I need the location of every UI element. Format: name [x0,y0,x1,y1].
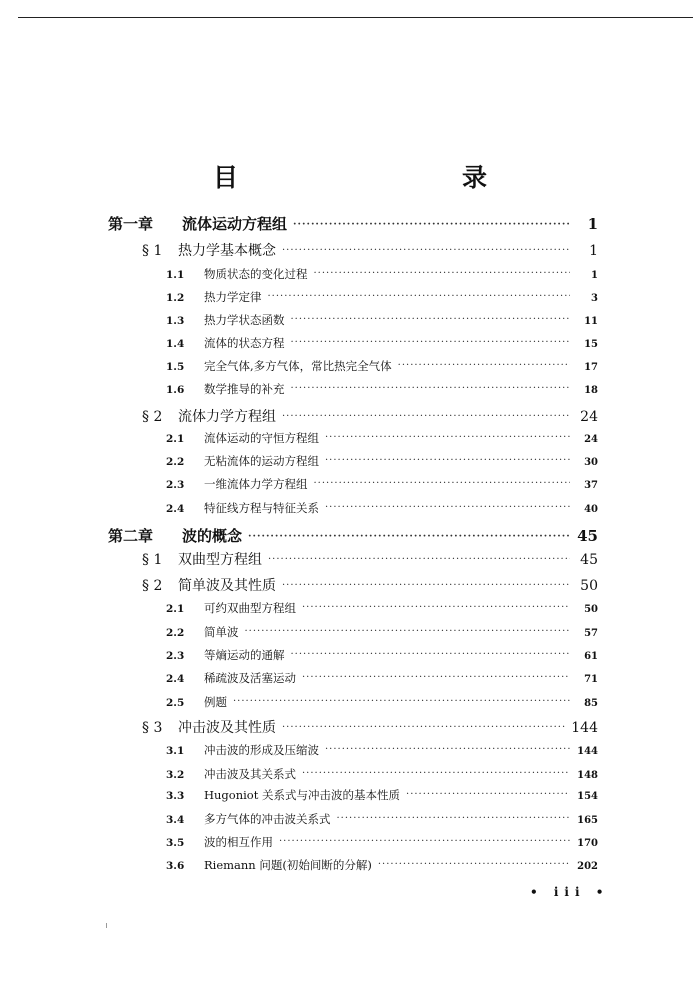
toc-entry-page: 1 [587,215,598,233]
toc-entry-number: § 3 [142,720,163,736]
dot-leader [233,696,570,707]
toc-entry-page: 148 [577,770,598,781]
toc-entry-title: 流体运动的守恒方程组 [204,431,319,445]
toc-entry-number: 2.4 [166,503,185,515]
toc-entry-page: 45 [580,552,598,568]
toc-entry-page: 144 [571,720,598,736]
page-title: 目 录 [212,163,545,192]
dot-leader [282,580,570,591]
page-number: • iii • [530,885,610,899]
toc-entry-sub[interactable] [166,500,598,516]
toc-entry-page: 85 [584,698,598,709]
dot-leader [314,268,571,279]
toc-entry-number: 3.3 [166,790,185,802]
toc-entry-title: 双曲型方程组 [178,552,262,568]
toc-entry-number: 1.5 [166,361,185,373]
toc-entry-sub[interactable] [166,787,598,803]
toc-entry-page: 24 [584,434,598,445]
toc-entry-number: 3.6 [166,860,185,872]
toc-entry-title: 冲击波的形成及压缩波 [204,743,319,757]
toc-entry-section[interactable] [142,549,598,569]
toc-entry-sub[interactable] [166,430,598,446]
dot-leader [248,531,570,542]
toc-entry-page: 1 [591,270,598,281]
toc-entry-sub[interactable] [166,766,598,782]
toc-entry-page: 3 [591,293,598,304]
toc-entry-title: 一维流体力学方程组 [204,477,308,491]
toc-entry-sub[interactable] [166,476,598,492]
toc-entry-page: 202 [577,861,598,872]
toc-entry-sub[interactable] [166,694,598,710]
dot-leader [325,502,570,513]
dot-leader [325,744,570,755]
toc-entry-page: 18 [584,385,598,396]
dot-leader [282,245,570,256]
toc-entry-page: 71 [584,674,598,685]
toc-entry-title: 特征线方程与特征关系 [204,501,319,515]
toc-entry-page: 1 [589,243,598,259]
toc-entry-number: 2.2 [166,456,185,468]
toc-entry-page: 50 [584,604,598,615]
dot-leader [282,411,570,422]
toc-entry-title: 完全气体,多方气体，常比热完全气体 [204,359,392,373]
toc-entry-number: 1.1 [166,269,185,281]
toc-entry-sub[interactable] [166,453,598,469]
toc-entry-number: 1.6 [166,384,185,396]
toc-entry-number: 3.4 [166,814,185,826]
dot-leader [268,291,571,302]
dot-leader [291,337,571,348]
toc-entry-page: 154 [577,791,598,802]
toc-entry-page: 45 [577,527,598,545]
toc-entry-number: 第一章 [108,215,154,233]
top-rule [18,17,693,18]
toc-entry-number: 2.4 [166,673,185,685]
toc-entry-title: 简单波及其性质 [178,578,276,594]
dot-leader [398,360,570,371]
toc-entry-sub[interactable] [166,266,598,282]
toc-entry-title: 等熵运动的通解 [204,648,285,662]
toc-entry-sub[interactable] [166,312,598,328]
toc-entry-title: Hugoniot 关系式与冲击波的基本性质 [204,788,401,802]
dot-leader [291,649,571,660]
toc-entry-sub[interactable] [166,670,598,686]
toc-entry-page: 57 [584,628,598,639]
toc-entry-page: 144 [577,746,598,757]
toc-entry-title: 流体的状态方程 [204,336,285,350]
toc-entry-title: 简单波 [204,625,239,639]
toc-entry-title: 可约双曲型方程组 [204,601,296,615]
toc-entry-number: 2.1 [166,603,185,615]
dot-leader [291,314,571,325]
toc-entry-sub[interactable] [166,742,598,758]
toc-entry-title: 冲击波及其性质 [178,720,276,736]
toc-entry-sub[interactable] [166,600,598,616]
dot-leader [302,768,570,779]
toc-entry-number: § 2 [142,578,163,594]
toc-entry-sub[interactable] [166,811,598,827]
toc-entry-chapter[interactable] [108,213,598,234]
toc-entry-number: 3.2 [166,769,185,781]
toc-entry-number: 2.3 [166,650,185,662]
dot-leader [293,219,570,230]
toc-entry-title: 波的相互作用 [204,835,273,849]
toc-entry-sub[interactable] [166,381,598,397]
toc-entry-number: 2.3 [166,479,185,491]
dot-leader [337,813,571,824]
toc-entry-sub[interactable] [166,289,598,305]
dot-leader [302,672,570,683]
toc-entry-number: 第二章 [108,527,154,545]
toc-entry-page: 24 [580,409,598,425]
toc-entry-number: 1.4 [166,338,185,350]
toc-entry-page: 165 [577,815,598,826]
toc-entry-title: 稀疏波及活塞运动 [204,671,296,685]
toc-entry-number: 2.5 [166,697,185,709]
toc-entry-sub[interactable] [166,857,598,873]
toc-entry-title: 物质状态的变化过程 [204,267,308,281]
toc-entry-page: 40 [584,504,598,515]
dot-leader [325,455,570,466]
toc-entry-number: 3.1 [166,745,185,757]
toc-entry-number: § 1 [142,552,163,568]
toc-entry-title: 无粘流体的运动方程组 [204,454,319,468]
toc-entry-title: 流体力学方程组 [178,409,276,425]
toc-entry-sub[interactable] [166,624,598,640]
toc-entry-title: Riemann 问题(初始间断的分解) [204,858,372,872]
dot-leader [291,383,571,394]
dot-leader [325,432,570,443]
toc-entry-title: 数学推导的补充 [204,382,285,396]
toc-entry-page: 50 [580,578,598,594]
dot-leader [282,722,565,733]
toc-entry-title: 流体运动方程组 [182,215,288,233]
toc-entry-number: 1.3 [166,315,185,327]
toc-entry-title: 冲击波及其关系式 [204,767,296,781]
toc-entry-title: 例题 [204,695,227,709]
toc-entry-page: 11 [584,316,598,327]
toc-entry-sub[interactable] [166,834,598,850]
toc-entry-page: 61 [584,651,598,662]
dot-leader [378,859,570,870]
toc-entry-number: 2.2 [166,627,185,639]
toc-entry-page: 15 [584,339,598,350]
toc-entry-section[interactable] [142,717,598,737]
toc-entry-chapter[interactable] [108,525,598,546]
toc-entry-section[interactable] [142,406,598,426]
toc-entry-number: 2.1 [166,433,185,445]
toc-entry-title: 热力学基本概念 [178,243,276,259]
dot-leader [406,789,570,800]
toc-entry-page: 30 [584,457,598,468]
toc-entry-title: 多方气体的冲击波关系式 [204,812,331,826]
toc-entry-number: 1.2 [166,292,185,304]
toc-entry-page: 17 [584,362,598,373]
dot-leader [279,836,570,847]
dot-leader [245,626,571,637]
scan-mark [106,923,107,928]
toc-entry-page: 37 [584,480,598,491]
dot-leader [314,478,571,489]
toc-entry-sub[interactable] [166,647,598,663]
toc-entry-sub[interactable] [166,358,598,374]
dot-leader [268,554,570,565]
toc-entry-number: § 2 [142,409,163,425]
toc-entry-section[interactable] [142,575,598,595]
toc-entry-title: 热力学定律 [204,290,262,304]
toc-entry-sub[interactable] [166,335,598,351]
toc-entry-number: 3.5 [166,837,185,849]
dot-leader [302,602,570,613]
toc-entry-title: 波的概念 [182,527,243,545]
toc-entry-page: 170 [577,838,598,849]
toc-entry-number: § 1 [142,243,163,259]
toc-entry-section[interactable] [142,240,598,260]
toc-entry-title: 热力学状态函数 [204,313,285,327]
